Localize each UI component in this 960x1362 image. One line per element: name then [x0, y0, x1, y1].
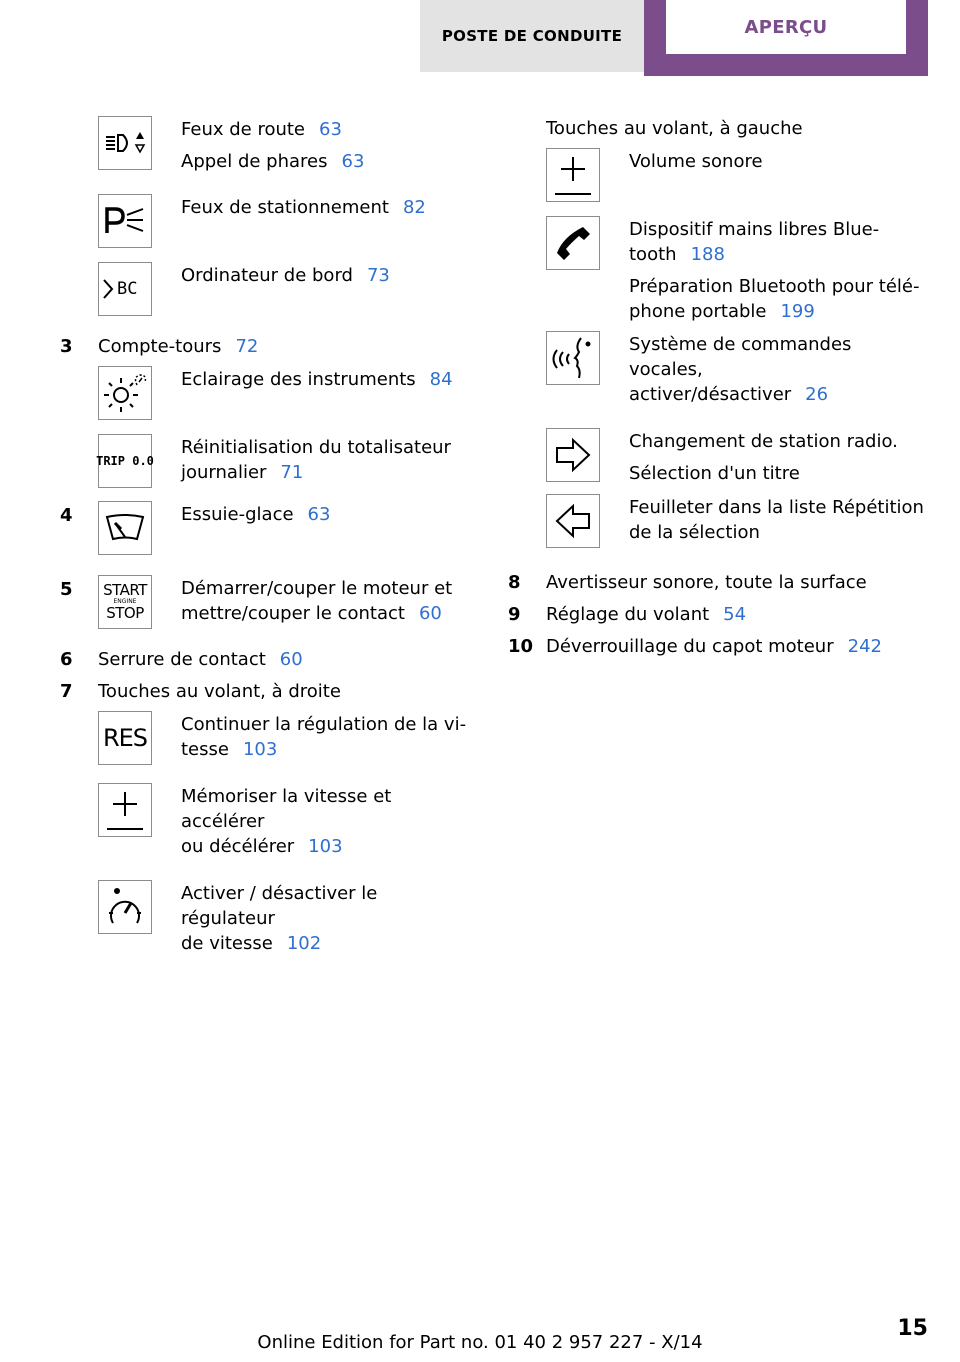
item-number: 6 [60, 649, 73, 670]
page-link[interactable]: 73 [366, 265, 390, 286]
start-stop-icon [98, 575, 152, 629]
page-link[interactable]: 242 [847, 636, 882, 657]
chapter-tab[interactable] [644, 0, 928, 76]
page-link[interactable]: 188 [690, 244, 725, 265]
board-computer-icon [98, 262, 152, 316]
plus-minus-icon [98, 783, 152, 837]
instrument-lighting-item [98, 366, 470, 420]
item-number: 4 [60, 505, 73, 526]
trip-reset-item [98, 434, 470, 492]
resume-cruise-label-1: Continuer la régulation de la vi‐ [181, 714, 467, 735]
board-computer-label: Ordinateur de bord [181, 265, 353, 286]
hood-release-label: Déverrouillage du capot moteur [546, 636, 834, 657]
stop-icon-text: STOP [106, 604, 144, 622]
trip-reset-label-2: journalier [181, 462, 267, 483]
page-link[interactable]: 72 [235, 336, 259, 357]
voice-control-label-2: activer/désactiver [629, 384, 792, 405]
tachometer-label: Compte-tours [98, 336, 222, 357]
item-number: 3 [60, 336, 73, 357]
page-link[interactable]: 84 [429, 369, 453, 390]
page-link[interactable]: 63 [319, 119, 342, 140]
right-wheel-buttons-label: Touches au volant, à droite [98, 681, 341, 702]
right-wheel-buttons-item [60, 679, 470, 704]
resume-cruise-item [98, 711, 470, 769]
tachometer-item [60, 334, 470, 359]
bluetooth-phone-item [546, 216, 928, 331]
speedometer-icon [98, 880, 152, 934]
trip-reset-label-1: Réinitialisation du totalisateur [181, 437, 451, 458]
bluetooth-prep-label-1: Préparation Bluetooth pour télé‐ [629, 276, 920, 297]
section-header [420, 0, 644, 72]
page-link[interactable]: 103 [308, 836, 343, 857]
voice-control-icon [546, 331, 600, 385]
page-link[interactable]: 60 [279, 649, 303, 670]
item-number: 8 [508, 572, 521, 593]
headlight-flasher-label: Appel de phares [181, 151, 328, 172]
browse-list-item [546, 494, 928, 552]
horn-item [508, 570, 928, 595]
start-stop-label-1: Démarrer/couper le moteur et [181, 578, 453, 599]
browse-list-label-2: de la sélection [629, 522, 760, 543]
store-speed-label-1: Mémoriser la vitesse et accélérer [181, 786, 392, 832]
ignition-lock-item [60, 647, 470, 672]
volume-item [546, 148, 928, 202]
high-beam-label: Feux de route [181, 119, 306, 140]
steering-adjust-item [508, 602, 928, 627]
page-link[interactable]: 60 [418, 603, 442, 624]
left-wheel-buttons-label: Touches au volant, à gauche [546, 118, 803, 139]
board-computer-item [98, 262, 470, 316]
bluetooth-handsfree-label-1: Dispositif mains libres Blue‐ [629, 219, 880, 240]
store-speed-label-2: ou décélérer [181, 836, 295, 857]
voice-control-item [546, 331, 928, 414]
parking-lights-icon [98, 194, 152, 248]
page-number: 15 [897, 1316, 928, 1341]
cruise-toggle-item [98, 880, 470, 963]
parking-lights-label: Feux de stationnement [181, 197, 389, 218]
ignition-lock-label: Serrure de contact [98, 649, 266, 670]
item-number: 7 [60, 681, 73, 702]
high-beam-icon [98, 116, 152, 170]
trip-reset-icon [98, 434, 152, 488]
bc-icon-text: BC [117, 279, 138, 299]
item-number: 10 [508, 636, 534, 657]
section-title: POSTE DE CONDUITE [441, 27, 623, 45]
wiper-label: Essuie-glace [181, 504, 294, 525]
next-station-label: Changement de station radio. [629, 431, 898, 452]
horn-label: Avertisseur sonore, toute la surface [546, 572, 867, 593]
bluetooth-handsfree-label-2: tooth [629, 244, 677, 265]
volume-icon [546, 148, 600, 202]
page-link[interactable]: 103 [242, 739, 278, 760]
page-link[interactable]: 102 [286, 933, 322, 954]
high-beam-item [98, 116, 470, 181]
steering-adjust-label: Réglage du volant [546, 604, 710, 625]
next-station-item [546, 428, 928, 493]
page-link[interactable]: 82 [402, 197, 426, 218]
wiper-item [60, 501, 470, 555]
wiper-icon [98, 501, 152, 555]
item-number: 5 [60, 579, 73, 600]
page-link[interactable]: 199 [780, 301, 815, 322]
store-speed-item [98, 783, 470, 866]
engine-icon-text: ENGINE [113, 598, 137, 605]
voice-control-label-1: Système de commandes vocales, [629, 334, 852, 380]
volume-label: Volume sonore [629, 151, 763, 172]
arrow-right-icon[interactable] [546, 428, 600, 482]
browse-list-label-1: Feuilleter dans la liste Répétition [629, 497, 924, 518]
left-wheel-buttons-heading [508, 116, 928, 141]
res-icon [98, 711, 152, 765]
start-stop-label-2: mettre/couper le contact [181, 603, 405, 624]
next-track-label: Sélection d'un titre [629, 463, 800, 484]
cruise-toggle-label-2: de vitesse [181, 933, 273, 954]
cruise-toggle-label-1: Activer / désactiver le régulateur [181, 883, 378, 929]
resume-cruise-label-2: tesse [181, 739, 229, 760]
page-link[interactable]: 63 [341, 151, 365, 172]
res-icon-text: RES [102, 724, 148, 752]
parking-lights-item [98, 194, 470, 248]
left-column [60, 116, 470, 963]
phone-icon [546, 216, 600, 270]
start-icon-text: START [103, 581, 147, 599]
page-link[interactable]: 63 [307, 504, 331, 525]
instrument-lighting-label: Eclairage des instruments [181, 369, 416, 390]
footer-edition: Online Edition for Part no. 01 40 2 957 227 - X/14 [257, 1332, 703, 1353]
page-link[interactable]: 54 [723, 604, 747, 625]
page-link[interactable]: 26 [805, 384, 829, 405]
trip-icon-text: TRIP 0.0 [96, 454, 154, 468]
hood-release-item [508, 634, 928, 659]
page-link[interactable]: 71 [280, 462, 304, 483]
item-number: 9 [508, 604, 521, 625]
right-column [508, 116, 928, 659]
start-stop-item [60, 575, 470, 633]
instrument-lighting-icon [98, 366, 152, 420]
bluetooth-prep-label-2: phone portable [629, 301, 767, 322]
arrow-left-icon[interactable] [546, 494, 600, 548]
chapter-title: APERÇU [744, 16, 828, 38]
